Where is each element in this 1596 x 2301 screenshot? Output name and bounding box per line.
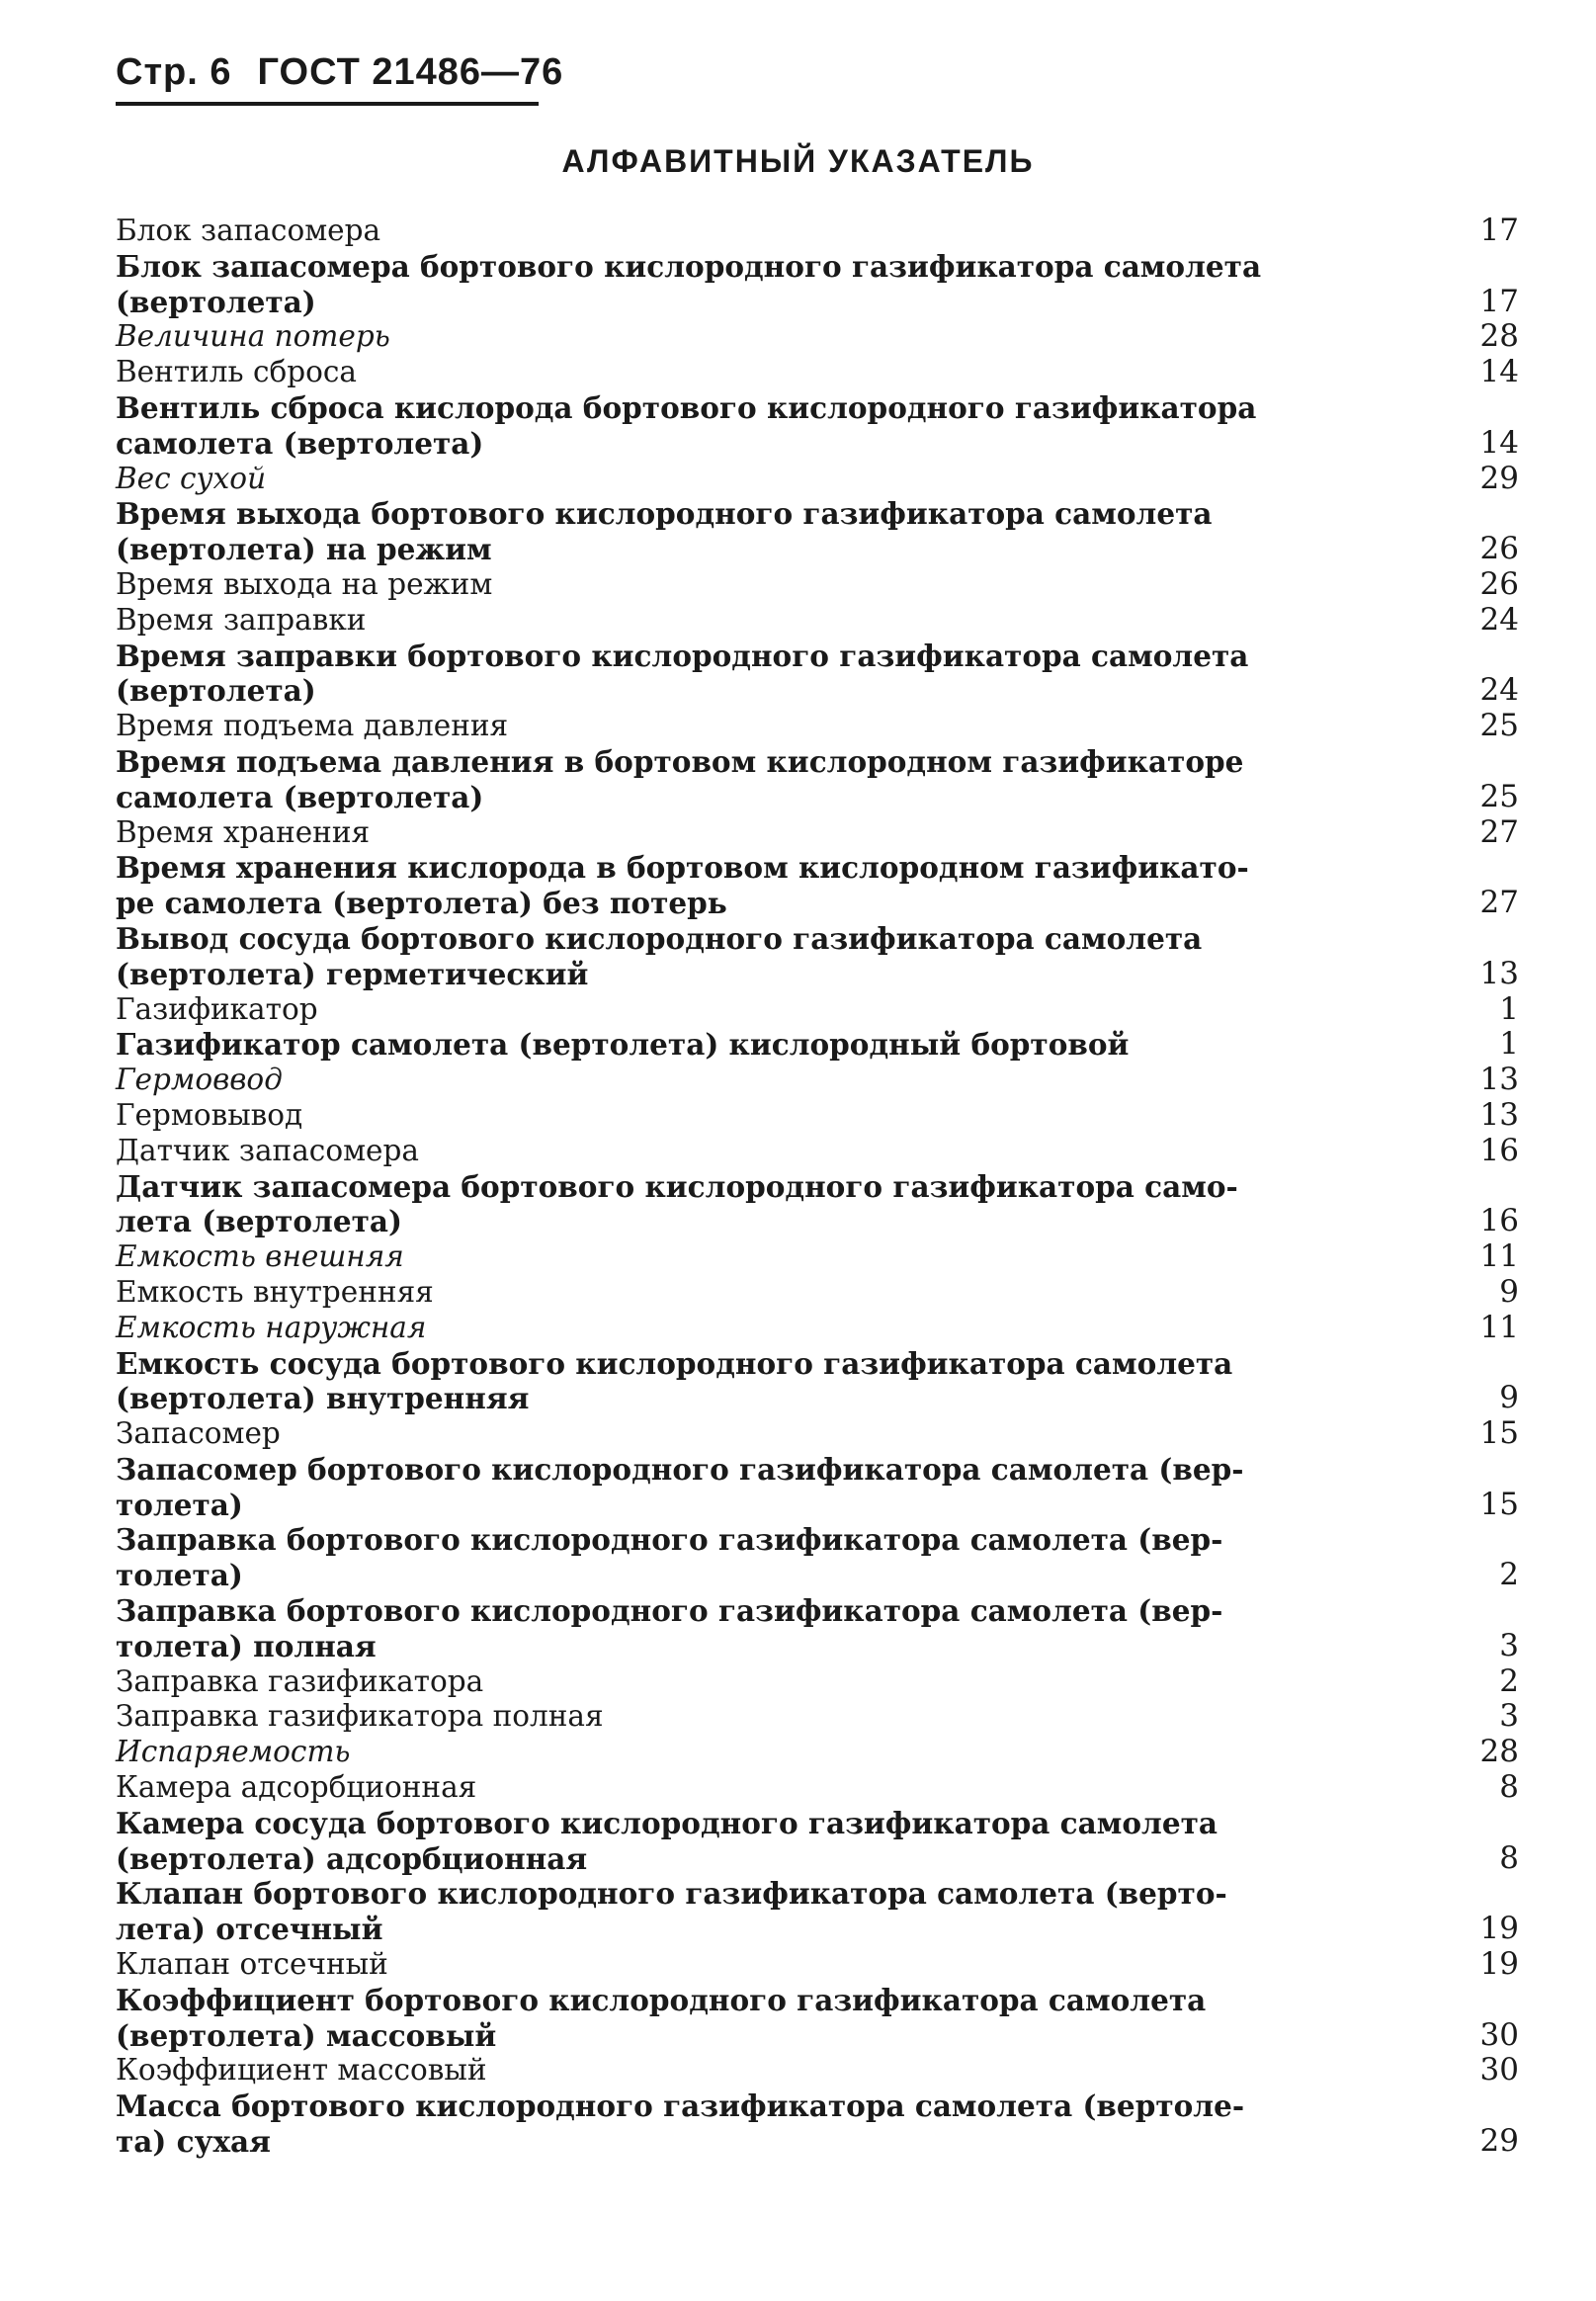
index-term: Газификатор [116, 991, 318, 1026]
index-entry [116, 319, 1519, 355]
index-term: Клапан отсечный [116, 1947, 388, 1982]
index-page-number: 3 [1499, 1698, 1519, 1735]
index-entry [116, 992, 1519, 1028]
page-header [116, 51, 564, 106]
index-term: (вертолета) на режим [116, 532, 492, 567]
index-term: Заправка газификатора [116, 1663, 484, 1698]
index-term: Время подъема давления в бортовом кислородном газификаторе [116, 743, 1244, 779]
index-term: Камера адсорбционная [116, 1770, 477, 1805]
index-page-number: 26 [1479, 531, 1519, 567]
index-term: Запасомер [116, 1416, 281, 1451]
index-term: Датчик запасомера бортового кислородного газификатора само- [116, 1168, 1238, 1204]
index-entry [116, 1027, 1519, 1063]
standard-number: ГОСТ 21486—76 [257, 51, 564, 93]
index-term: Емкость сосуда бортового кислородного газификатора самолета [116, 1345, 1233, 1381]
index-entry [116, 2088, 1519, 2160]
index-entry [116, 213, 1519, 249]
index-page-number: 25 [1479, 708, 1519, 744]
index-page-number: 16 [1479, 1203, 1519, 1239]
index-entry [116, 249, 1519, 320]
index-entry [116, 1311, 1519, 1346]
index-term: толета) [116, 1558, 243, 1593]
index-entry [116, 1593, 1519, 1664]
index-term: Время заправки [116, 602, 367, 637]
index-page-number: 3 [1499, 1627, 1519, 1663]
index-entry [116, 709, 1519, 744]
index-term: Емкость внутренняя [116, 1274, 434, 1309]
index-page-number: 15 [1479, 1415, 1519, 1452]
index-term: (вертолета) адсорбционная [116, 1840, 588, 1876]
index-entry [116, 1806, 1519, 1877]
index-entry [116, 850, 1519, 921]
index-page-number: 19 [1479, 1946, 1519, 1983]
index-page-number: 14 [1479, 424, 1519, 461]
index-term: Величина потерь [116, 319, 390, 354]
index-entry [116, 496, 1519, 567]
index-term: Заправка бортового кислородного газификатора самолета (вер- [116, 1522, 1223, 1558]
index-page-number: 1 [1499, 1026, 1519, 1063]
page-title: АЛФАВИТНЫЙ УКАЗАТЕЛЬ [561, 143, 1035, 179]
index-entry [116, 567, 1519, 603]
index-page-number: 19 [1479, 1911, 1519, 1947]
index-term: Емкость внешняя [116, 1239, 404, 1274]
index-page-number: 2 [1499, 1662, 1519, 1699]
index-entry [116, 462, 1519, 497]
index-term: самолета (вертолета) [116, 425, 484, 461]
index-page-number: 17 [1479, 213, 1519, 248]
index-page-number: 8 [1499, 1769, 1519, 1806]
index-entry [116, 2053, 1519, 2088]
index-page-number: 27 [1479, 885, 1519, 921]
index-entry [116, 390, 1519, 462]
index-page-number: 9 [1499, 1380, 1519, 1416]
index-page-number: 29 [1479, 2123, 1519, 2160]
index-term: ре самолета (вертолета) без потерь [116, 886, 727, 921]
index-page-number: 30 [1479, 2052, 1519, 2088]
index-term: Газификатор самолета (вертолета) кислородный бортовой [116, 1027, 1130, 1063]
index-entry [116, 1452, 1519, 1523]
index-entry [116, 1947, 1519, 1983]
index-term: (вертолета) массовый [116, 2017, 497, 2053]
index-entry [116, 1522, 1519, 1593]
index-term: лета) отсечный [116, 1912, 383, 1947]
index-entry [116, 1346, 1519, 1417]
index-term: Блок запасомера [116, 213, 381, 247]
index-entry [116, 1770, 1519, 1806]
index-term: (вертолета) [116, 284, 316, 319]
index-term: Вентиль сброса [116, 355, 357, 389]
index-page-number: 16 [1479, 1132, 1519, 1168]
index-entry [116, 815, 1519, 851]
index-term: Клапан бортового кислородного газификатора самолета (верто- [116, 1876, 1227, 1912]
index-term: (вертолета) [116, 673, 316, 709]
index-term: Гермовывод [116, 1097, 303, 1132]
index-term: Гермоввод [116, 1063, 283, 1097]
index-term: Камера сосуда бортового кислородного газификатора самолета [116, 1805, 1218, 1840]
index-entry [116, 1063, 1519, 1098]
index-term: Вывод сосуда бортового кислородного газификатора самолета [116, 920, 1203, 956]
index-entry [116, 639, 1519, 710]
index-page-number: 14 [1479, 354, 1519, 390]
index-page-number: 9 [1499, 1273, 1519, 1310]
index-entry [116, 921, 1519, 992]
index-term: Время выхода на режим [116, 566, 493, 601]
index-term: Запасомер бортового кислородного газификатора самолета (вер- [116, 1451, 1244, 1487]
index-entry [116, 355, 1519, 390]
index-entry [116, 1275, 1519, 1311]
index-term: самолета (вертолета) [116, 779, 484, 814]
index-entry [116, 744, 1519, 815]
index-page-number: 24 [1479, 601, 1519, 638]
index-page-number: 30 [1479, 2016, 1519, 2053]
index-page-number: 13 [1479, 1096, 1519, 1133]
index-term: Испаряемость [116, 1735, 351, 1769]
index-page-number: 13 [1479, 1062, 1519, 1098]
index-page-number: 28 [1479, 1734, 1519, 1770]
index-entry [116, 1169, 1519, 1240]
index-page-number: 2 [1499, 1557, 1519, 1593]
index-entry [116, 1239, 1519, 1275]
index-entry [116, 1983, 1519, 2054]
index-entry [116, 1876, 1519, 1947]
index-term: Заправка бортового кислородного газификатора самолета (вер- [116, 1593, 1223, 1629]
index-page-number: 1 [1499, 990, 1519, 1027]
index-entry [116, 1416, 1519, 1452]
index-term: Коэффициент бортового кислородного газификатора самолета [116, 1982, 1207, 2017]
index-page-number: 29 [1479, 460, 1519, 496]
index-term: Вес сухой [116, 461, 267, 495]
index-term: Время хранения кислорода в бортовом кислородном газификато- [116, 850, 1249, 886]
index-page-number: 27 [1479, 813, 1519, 850]
index-page-number: 26 [1479, 565, 1519, 602]
index-entry [116, 1098, 1519, 1134]
index-page-number: 11 [1479, 1309, 1519, 1345]
index-term: Вентиль сброса кислорода бортового кислородного газификатора [116, 389, 1257, 425]
index-term: Время подъема давления [116, 709, 509, 743]
index-page-number: 28 [1479, 318, 1519, 355]
index-entry [116, 1134, 1519, 1169]
index-term: Заправка газификатора полная [116, 1699, 604, 1734]
index-term: лета (вертолета) [116, 1204, 402, 1239]
index-term: Датчик запасомера [116, 1133, 419, 1167]
index-entry [116, 1699, 1519, 1735]
index-page-number: 11 [1479, 1238, 1519, 1275]
index-term: толета) полная [116, 1628, 377, 1663]
index-term: Масса бортового кислородного газификатора самолета (вертоле- [116, 2088, 1245, 2124]
index-page-number: 8 [1499, 1839, 1519, 1876]
index-term: (вертолета) герметический [116, 956, 589, 991]
index-term: Блок запасомера бортового кислородного газификатора самолета [116, 248, 1262, 284]
index-page-number: 24 [1479, 672, 1519, 709]
index-term: Время хранения [116, 814, 371, 849]
page-label: Стр. 6 [116, 51, 232, 93]
index-entry [116, 1735, 1519, 1770]
index-term: Время выхода бортового кислородного газификатора самолета [116, 496, 1213, 532]
index-page-number: 15 [1479, 1486, 1519, 1522]
index-entry [116, 1664, 1519, 1700]
index-page-number: 13 [1479, 955, 1519, 991]
index-page-number: 25 [1479, 778, 1519, 814]
index-term: Емкость наружная [116, 1310, 427, 1344]
index-term: толета) [116, 1487, 243, 1522]
index-term: Время заправки бортового кислородного газификатора самолета [116, 638, 1249, 673]
index-entry [116, 603, 1519, 639]
alphabetical-index [116, 213, 1519, 2160]
index-term: (вертолета) внутренняя [116, 1381, 530, 1416]
index-term: Коэффициент массовый [116, 2053, 487, 2088]
index-term: та) сухая [116, 2124, 271, 2160]
index-page-number: 17 [1479, 283, 1519, 319]
